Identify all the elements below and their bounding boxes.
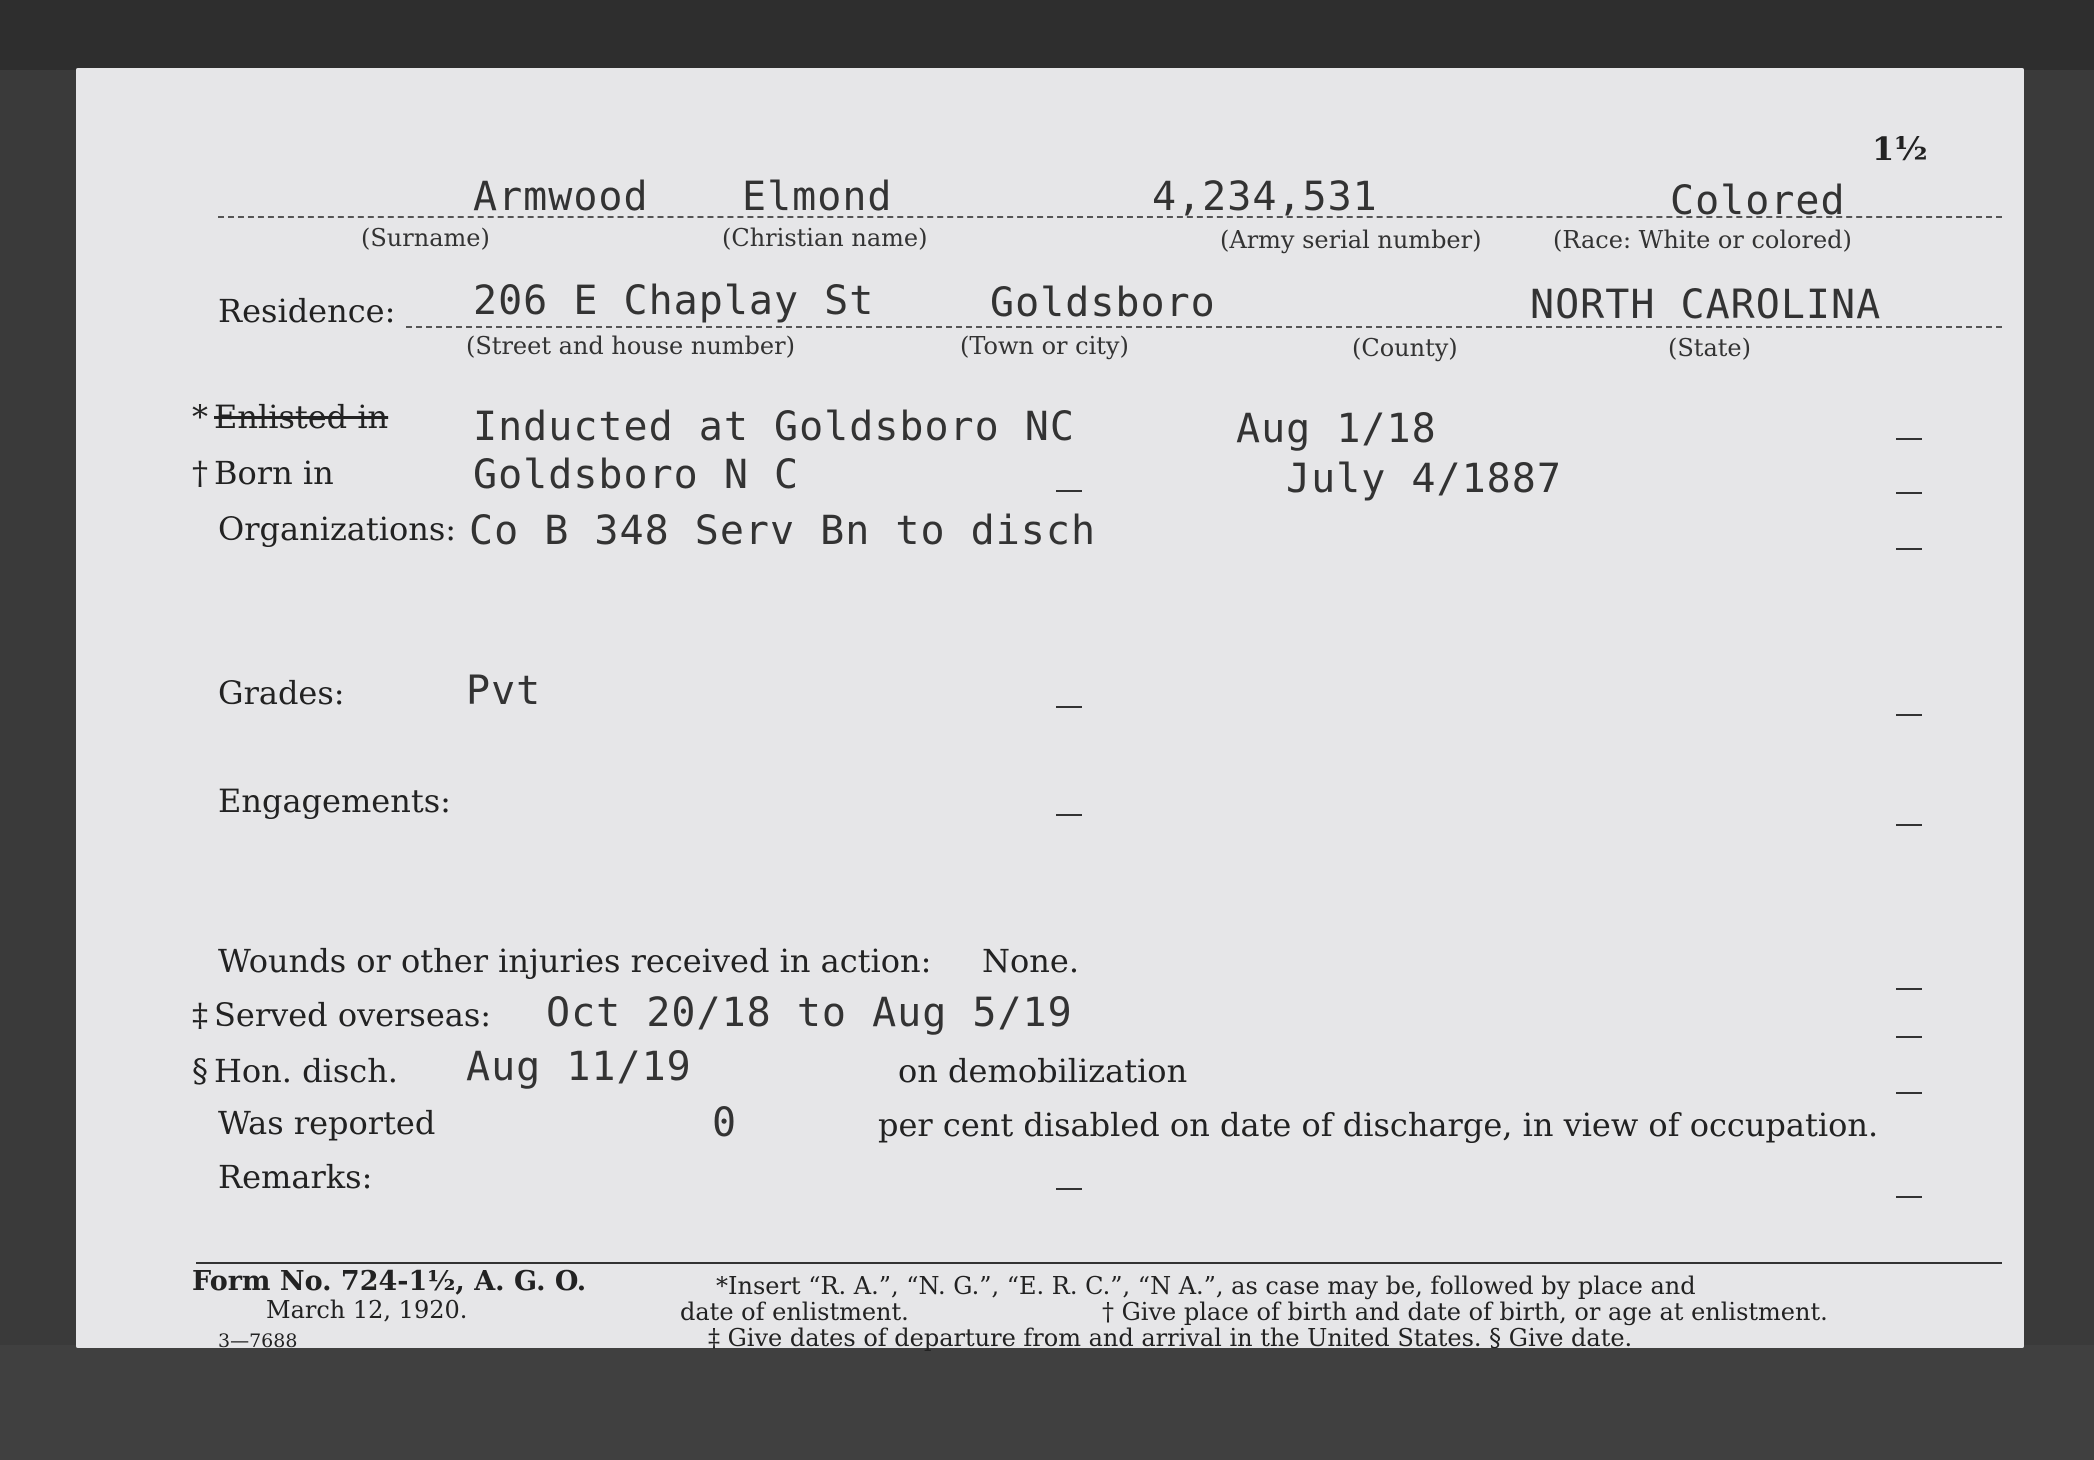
organizations-label: Organizations: [218, 510, 457, 548]
christian-name-value: Elmond [742, 174, 893, 220]
overseas-value: Oct 20/18 to Aug 5/19 [546, 990, 1073, 1036]
organizations-value: Co B 348 Serv Bn to disch [469, 508, 1097, 554]
county-caption: (County) [1352, 334, 1458, 362]
born-date: July 4/1887 [1286, 456, 1562, 502]
organizations-tick [1896, 548, 1922, 550]
grades-mid-tick [1056, 706, 1082, 708]
surname-caption: (Surname) [361, 224, 490, 252]
remarks-mid-tick [1056, 1188, 1082, 1190]
print-code: 3—7688 [218, 1330, 298, 1352]
footnote-line-2b: † Give place of birth and date of birth, or age at enlistment. [1102, 1298, 1828, 1326]
footnote-line-3: ‡ Give dates of departure from and arrival in the United States. § Give date. [708, 1324, 1633, 1352]
remarks-tick [1896, 1196, 1922, 1198]
town-caption: (Town or city) [960, 332, 1129, 360]
state-caption: (State) [1668, 334, 1751, 362]
reported-value: 0 [712, 1100, 738, 1146]
reported-note: per cent disabled on date of discharge, in view of occupation. [878, 1106, 1879, 1144]
header-rule [218, 216, 2002, 218]
race-value: Colored [1670, 178, 1846, 224]
overseas-tick-1 [1896, 988, 1922, 990]
enlisted-value: Inducted at Goldsboro NC [473, 404, 1075, 450]
background-bottom [0, 1345, 2094, 1460]
born-tick [1896, 492, 1922, 494]
grades-tick [1896, 714, 1922, 716]
grades-value: Pvt [466, 668, 542, 714]
born-marker: † [192, 454, 208, 492]
service-record-card [76, 68, 2024, 1352]
remarks-label: Remarks: [218, 1158, 373, 1196]
enlisted-marker: * [192, 398, 208, 436]
hon-disch-marker: § [192, 1052, 208, 1090]
overseas-label: Served overseas: [214, 996, 492, 1034]
enlisted-date: Aug 1/18 [1236, 406, 1437, 452]
footnote-line-2a: date of enlistment. [680, 1298, 909, 1326]
enlisted-tick [1896, 438, 1922, 440]
background-top [0, 0, 2094, 70]
street-caption: (Street and house number) [466, 332, 795, 360]
engagements-label: Engagements: [218, 782, 451, 820]
serial-number-caption: (Army serial number) [1220, 226, 1482, 254]
engagements-tick [1896, 824, 1922, 826]
residence-label: Residence: [218, 292, 396, 330]
surname-value: Armwood [473, 174, 649, 220]
born-label: Born in [214, 454, 334, 492]
hon-disch-value: Aug 11/19 [466, 1044, 692, 1090]
wounds-label: Wounds or other injuries received in action: [218, 942, 932, 980]
town-value: Goldsboro [990, 280, 1216, 326]
overseas-tick-2 [1896, 1036, 1922, 1038]
form-number: Form No. 724-1½, A. G. O. [192, 1266, 587, 1297]
hon-disch-tick [1896, 1092, 1922, 1094]
wounds-value: None. [982, 942, 1079, 980]
hon-disch-label: Hon. disch. [214, 1052, 398, 1090]
overseas-marker: ‡ [192, 996, 208, 1034]
hon-disch-note: on demobilization [898, 1052, 1188, 1090]
race-caption: (Race: White or colored) [1553, 226, 1852, 254]
born-mid-tick [1056, 490, 1082, 492]
street-value: 206 E Chaplay St [473, 278, 875, 324]
enlisted-label: Enlisted in [214, 398, 389, 436]
serial-number-value: 4,234,531 [1152, 174, 1378, 220]
grades-label: Grades: [218, 674, 345, 712]
form-date: March 12, 1920. [266, 1296, 468, 1324]
corner-mark: 1½ [1872, 130, 1928, 168]
reported-label: Was reported [218, 1104, 436, 1142]
footer-rule [196, 1262, 2002, 1264]
residence-rule [406, 326, 2002, 328]
state-value: NORTH CAROLINA [1530, 282, 1882, 328]
footnote-line-1: *Insert “R. A.”, “N. G.”, “E. R. C.”, “N A.”, as case may be, followed by place and [716, 1272, 1696, 1300]
born-value: Goldsboro N C [473, 452, 800, 498]
engagements-mid-tick [1056, 814, 1082, 816]
christian-name-caption: (Christian name) [722, 224, 928, 252]
